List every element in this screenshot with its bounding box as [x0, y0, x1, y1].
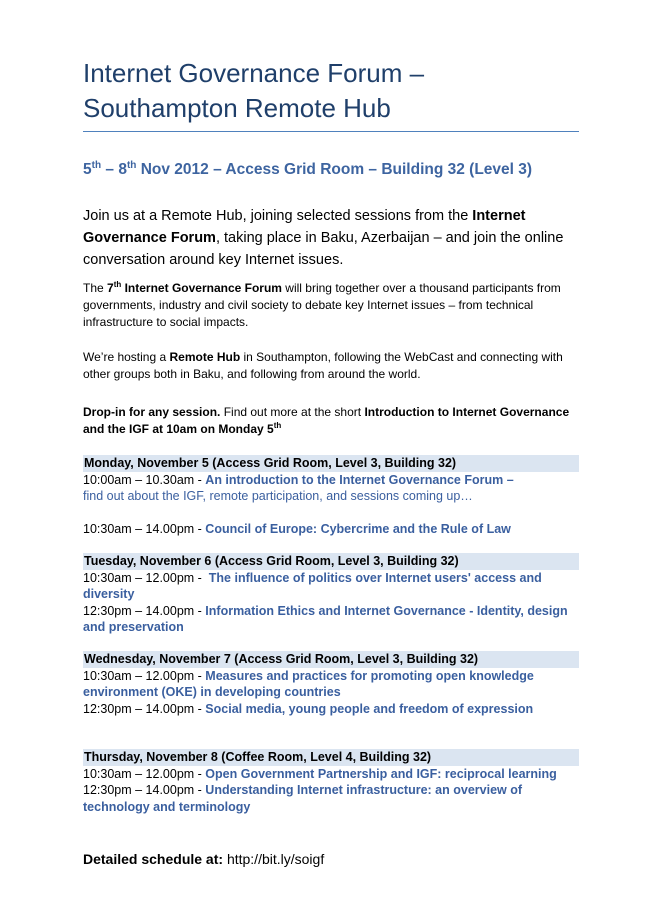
schedule-day-tuesday — [83, 553, 579, 636]
session-time: 10:30am – 14.00pm - — [83, 522, 206, 536]
session-time: 10:30am – 12.00pm - — [83, 570, 209, 585]
session-time: 12:30pm – 14.00pm - — [83, 603, 206, 618]
session-time: 10:00am – 10.30am - — [83, 472, 206, 487]
session-time: 10:30am – 12.00pm - — [83, 668, 206, 683]
schedule-day-monday — [83, 455, 579, 538]
day-heading: Tuesday, November 6 (Access Grid Room, Level 3, Building 32) — [83, 553, 579, 570]
remote-hub-paragraph: We’re hosting a Remote Hub in Southampton, following the WebCast and connecting with other groups both in Baku, and following from around the world. — [83, 350, 563, 381]
title-divider — [83, 131, 579, 132]
day-heading: Thursday, November 8 (Coffee Room, Level 4, Building 32) — [83, 749, 579, 766]
session-time: 12:30pm – 14.00pm - — [83, 783, 206, 797]
schedule-url-link[interactable]: http://bit.ly/soigf — [226, 851, 325, 867]
session-title-link[interactable]: Understanding Internet infrastructure: an overview of technology and terminology — [83, 783, 523, 814]
intro-paragraph: Join us at a Remote Hub, joining selected sessions from the Internet Governance Forum, taking place in Baku, Azerbaijan – and join the online conversation around key Internet issues. — [83, 208, 564, 268]
session-entry — [83, 570, 579, 603]
title-line-2: Southampton Remote Hub — [83, 93, 391, 123]
footer-label: Detailed schedule at: — [83, 851, 224, 867]
day-heading: Wednesday, November 7 (Access Grid Room, Level 3, Building 32) — [83, 651, 579, 668]
forum-description-paragraph: The 7th Internet Governance Forum will bring together over a thousand participants from governments, industry and civil society to debate key Internet issues – from technical infrastructure to social impacts. — [83, 280, 561, 329]
session-title-link[interactable]: Social media, young people and freedom of expression — [205, 701, 534, 716]
session-title-link[interactable]: Open Government Partnership and IGF: reciprocal learning — [205, 766, 557, 781]
session-entry — [83, 472, 579, 489]
session-time: 12:30pm – 14.00pm - — [83, 701, 206, 716]
session-title-link[interactable]: An introduction to the Internet Governance Forum – — [205, 472, 514, 487]
session-entry — [83, 668, 579, 701]
session-detail[interactable]: find out about the IGF, remote participation, and sessions coming up… — [83, 489, 473, 503]
schedule-day-thursday — [83, 749, 579, 815]
session-entry — [83, 521, 579, 538]
session-time: 10:30am – 12.00pm - — [83, 766, 206, 781]
session-title-link[interactable]: Council of Europe: Cybercrime and the Rule of Law — [205, 522, 511, 536]
drop-in-paragraph: Drop-in for any session. Find out more at the short Introduction to Internet Governance and the IGF at 10am on Monday 5th — [83, 405, 570, 436]
session-entry — [83, 782, 579, 815]
session-entry — [83, 766, 579, 783]
day-heading: Monday, November 5 (Access Grid Room, Level 3, Building 32) — [83, 455, 579, 472]
session-title-link[interactable]: The influence of politics over Internet users' access and diversity — [83, 570, 542, 601]
schedule-link-footer — [83, 849, 583, 869]
session-title-link[interactable]: Measures and practices for promoting open knowledge environment (OKE) in developing countries — [83, 668, 534, 699]
session-entry — [83, 603, 579, 636]
page-title — [83, 56, 603, 126]
session-title-link[interactable]: Information Ethics and Internet Governance - Identity, design and preservation — [83, 603, 568, 634]
event-dates-subtitle: 5th – 8th Nov 2012 – Access Grid Room – Building 32 (Level 3) — [83, 160, 533, 179]
session-entry — [83, 701, 579, 718]
title-line-1: Internet Governance Forum – — [83, 58, 425, 88]
schedule-day-wednesday — [83, 651, 579, 717]
